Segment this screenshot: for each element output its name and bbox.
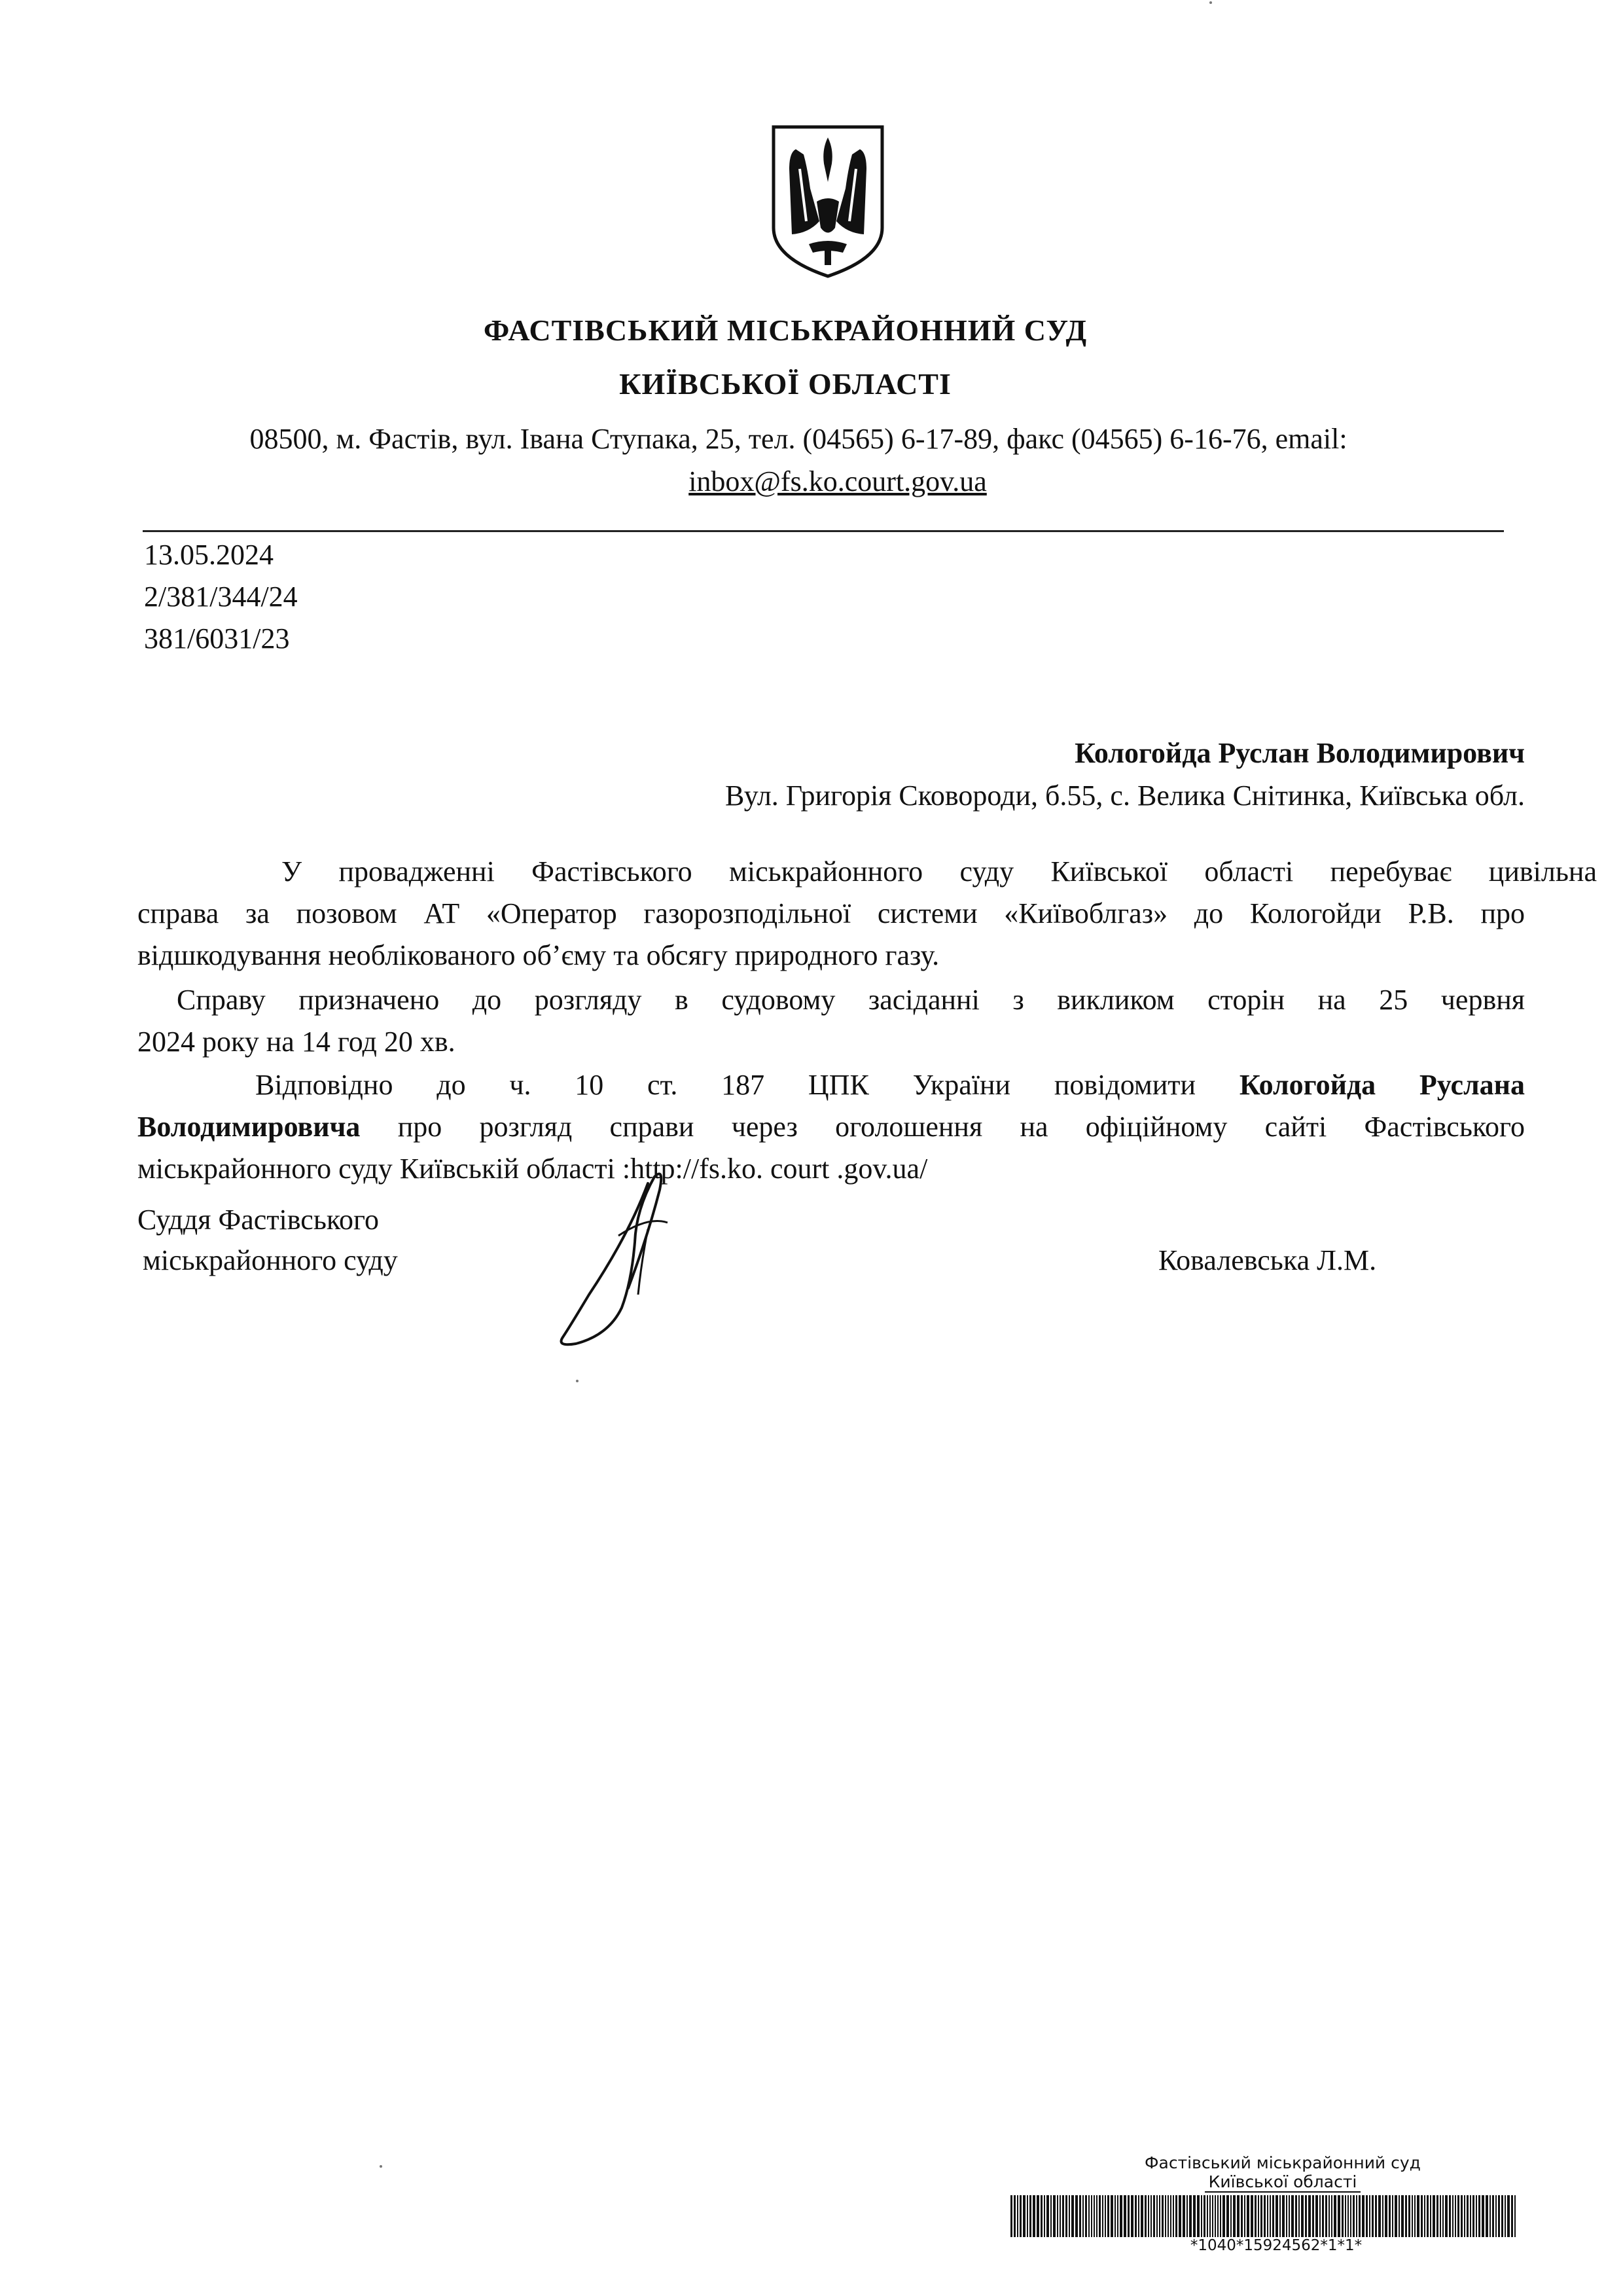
barcode-bar <box>1452 2195 1454 2237</box>
judge-position-line1: Суддя Фастівського <box>137 1204 379 1236</box>
barcode-bar <box>1399 2195 1400 2237</box>
barcode-bar <box>1325 2195 1327 2237</box>
barcode-bar <box>1069 2195 1070 2237</box>
barcode-bar <box>1135 2195 1137 2237</box>
addressee-name-bold: Кологойда Руслана <box>1239 1069 1525 1101</box>
court-region: КИЇВСЬКОЇ ОБЛАСТІ <box>619 367 952 401</box>
barcode-bar <box>1023 2195 1026 2237</box>
barcode-bar <box>1362 2195 1364 2237</box>
paragraph-line-text: У провадженні Фастівського міськрайонного суду Київської області перебуває цивільна <box>281 855 1597 888</box>
barcode-bar <box>1165 2195 1166 2237</box>
barcode-bar <box>1482 2195 1484 2237</box>
barcode-bar <box>1244 2195 1245 2237</box>
barcode-bar <box>1338 2195 1340 2237</box>
barcode-bar <box>1085 2195 1087 2237</box>
addressee-name-bold: Володимировича <box>137 1111 361 1143</box>
barcode-bar <box>1356 2195 1357 2237</box>
barcode-bar <box>1275 2195 1278 2237</box>
barcode-bar <box>1440 2195 1441 2237</box>
barcode-bar <box>1442 2195 1444 2237</box>
barcode-bar <box>1424 2195 1425 2237</box>
barcode-bar <box>1417 2195 1419 2237</box>
barcode-bar <box>1215 2195 1216 2237</box>
barcode-bar <box>1212 2195 1213 2237</box>
paragraph-line <box>137 1106 1525 1148</box>
barcode-bar <box>1050 2195 1052 2237</box>
barcode-bar <box>1071 2195 1074 2237</box>
barcode-bar <box>1498 2195 1500 2237</box>
barcode-bar <box>1347 2195 1349 2237</box>
barcode-bar <box>1308 2195 1311 2237</box>
barcode-number: *1040*15924562*1*1* <box>1190 2237 1363 2254</box>
barcode-bar <box>1401 2195 1404 2237</box>
barcode-bar <box>1334 2195 1336 2237</box>
barcode-bar <box>1193 2195 1196 2237</box>
barcode-bar <box>1430 2195 1431 2237</box>
barcode-bar <box>1153 2195 1155 2237</box>
judge-position-line2: міськрайонного суду <box>143 1244 398 1276</box>
barcode-bar <box>1010 2195 1012 2237</box>
barcode-bar <box>1329 2195 1330 2237</box>
barcode-bar <box>1091 2195 1092 2237</box>
paragraph-line-text: Справу призначено до розгляду в судовому засіданні з викликом сторін на 25 червня <box>177 984 1525 1016</box>
addressee-name: Кологойда Руслан Володимирович <box>1075 737 1525 769</box>
paragraph-line: 2024 року на 14 год 20 хв. <box>137 1026 455 1058</box>
barcode-bar <box>1027 2195 1028 2237</box>
barcode-bar <box>1385 2195 1387 2237</box>
barcode-bar <box>1220 2195 1221 2237</box>
barcode-bar <box>1505 2195 1506 2237</box>
barcode-bar <box>1298 2195 1300 2237</box>
barcode-bar <box>1096 2195 1097 2237</box>
barcode-bar <box>1102 2195 1103 2237</box>
barcode-bar <box>1486 2195 1488 2237</box>
barcode-bar <box>1107 2195 1109 2237</box>
barcode-bar <box>1353 2195 1355 2237</box>
barcode-bar <box>1408 2195 1410 2237</box>
barcode-bar <box>1115 2195 1116 2237</box>
barcode-bar <box>1175 2195 1177 2237</box>
barcode-bar <box>1207 2195 1208 2237</box>
barcode-bar <box>1241 2195 1243 2237</box>
barcode-bar <box>1065 2195 1067 2237</box>
barcode-bar <box>1075 2195 1078 2237</box>
barcode-bar <box>1230 2195 1232 2237</box>
barcode-bar <box>1378 2195 1381 2237</box>
paragraph-line-text: про розгляд справи через оголошення на офіційному сайті Фастівського <box>360 1111 1525 1143</box>
barcode-bar <box>1170 2195 1171 2237</box>
barcode-bar <box>1082 2195 1084 2237</box>
addressee-address: Вул. Григорія Сковороди, б.55, с. Велика Снітинка, Київська обл. <box>725 780 1525 812</box>
barcode <box>1008 2195 1518 2237</box>
court-address: 08500, м. Фастів, вул. Івана Ступака, 25, тел. (04565) 6-17-89, факс (04565) 6-16-76, email: <box>249 423 1347 455</box>
paragraph-line: міськрайонного суду Київській області :http://fs.ko. court .gov.ua/ <box>137 1153 928 1185</box>
barcode-bar <box>1020 2195 1022 2237</box>
barcode-bar <box>1222 2195 1225 2237</box>
barcode-bar <box>1251 2195 1253 2237</box>
barcode-bar <box>1033 2195 1035 2237</box>
registry-stamp <box>1008 2153 1518 2254</box>
paragraph-line <box>137 1064 1525 1106</box>
barcode-bar <box>1060 2195 1061 2237</box>
barcode-bar <box>1279 2195 1281 2237</box>
barcode-bar <box>1168 2195 1169 2237</box>
barcode-bar <box>1044 2195 1045 2237</box>
barcode-bar <box>1189 2195 1192 2237</box>
scan-speck <box>1209 1 1212 4</box>
barcode-bar <box>1366 2195 1368 2237</box>
barcode-bar <box>1233 2195 1236 2237</box>
stamp-line2-wrap <box>1008 2172 1518 2193</box>
barcode-bar <box>1037 2195 1039 2237</box>
barcode-bar <box>1258 2195 1259 2237</box>
barcode-bar <box>1345 2195 1346 2237</box>
barcode-bar <box>1264 2195 1266 2237</box>
barcode-bar <box>1124 2195 1126 2237</box>
barcode-bar <box>1053 2195 1056 2237</box>
barcode-bar <box>1289 2195 1290 2237</box>
barcode-bar <box>1514 2195 1516 2237</box>
barcode-bar <box>1507 2195 1510 2237</box>
barcode-bar <box>1141 2195 1143 2237</box>
barcode-bar <box>1467 2195 1469 2237</box>
barcode-bar <box>1247 2195 1249 2237</box>
barcode-bar <box>1476 2195 1477 2237</box>
barcode-bar <box>1405 2195 1407 2237</box>
barcode-bar <box>1162 2195 1164 2237</box>
barcode-bar <box>1079 2195 1081 2237</box>
barcode-bar <box>1350 2195 1351 2237</box>
paragraph-line <box>137 979 1525 1021</box>
barcode-bar <box>1128 2195 1130 2237</box>
paragraph-line <box>137 851 1597 893</box>
court-name: ФАСТІВСЬКИЙ МІСЬКРАЙОННИЙ СУД <box>483 314 1088 347</box>
court-email-link[interactable]: inbox@fs.ko.court.gov.ua <box>688 465 987 497</box>
paragraph-line: справа за позовом АТ «Оператор газорозподільної системи «Київоблгаз» до Кологойди Р.В. про <box>137 897 1525 929</box>
barcode-bar <box>1088 2195 1090 2237</box>
barcode-bar <box>1389 2195 1391 2237</box>
barcode-bar <box>1392 2195 1393 2237</box>
barcode-bar <box>1455 2195 1456 2237</box>
barcode-bar <box>1041 2195 1043 2237</box>
barcode-bar <box>1111 2195 1113 2237</box>
barcode-bar <box>1014 2195 1016 2237</box>
barcode-bar <box>1255 2195 1257 2237</box>
barcode-bar <box>1094 2195 1095 2237</box>
outgoing-number: 2/381/344/24 <box>144 581 298 613</box>
barcode-bar <box>1150 2195 1152 2237</box>
barcode-bar <box>1260 2195 1262 2237</box>
barcode-bar <box>1156 2195 1158 2237</box>
barcode-bar <box>1312 2195 1314 2237</box>
barcode-bar <box>1099 2195 1101 2237</box>
barcode-bar <box>1464 2195 1465 2237</box>
coat-of-arms-icon <box>770 123 886 280</box>
barcode-bar <box>1120 2195 1122 2237</box>
barcode-bar <box>1511 2195 1513 2237</box>
barcode-bar <box>1183 2195 1185 2237</box>
barcode-bar <box>1427 2195 1429 2237</box>
barcode-bar <box>1433 2195 1435 2237</box>
barcode-bar <box>1372 2195 1374 2237</box>
barcode-bar <box>1046 2195 1049 2237</box>
barcode-bar <box>1282 2195 1285 2237</box>
barcode-bar <box>1186 2195 1188 2237</box>
barcode-bar <box>1201 2195 1202 2237</box>
paragraph-hearing <box>0 979 1525 1063</box>
barcode-bar <box>1414 2195 1416 2237</box>
barcode-bar <box>1117 2195 1118 2237</box>
barcode-bar <box>1209 2195 1211 2237</box>
barcode-bar <box>1382 2195 1383 2237</box>
barcode-bar <box>1501 2195 1503 2237</box>
barcode-bar <box>1017 2195 1018 2237</box>
scan-speck <box>576 1380 579 1382</box>
barcode-bar <box>1457 2195 1459 2237</box>
barcode-bar <box>1395 2195 1397 2237</box>
header-divider <box>143 530 1504 532</box>
barcode-bar <box>1173 2195 1174 2237</box>
barcode-bar <box>1272 2195 1274 2237</box>
barcode-bar <box>1057 2195 1058 2237</box>
barcode-bar <box>1226 2195 1229 2237</box>
barcode-bar <box>1145 2195 1147 2237</box>
barcode-bar <box>1478 2195 1480 2237</box>
barcode-bar <box>1197 2195 1200 2237</box>
barcode-bar <box>1322 2195 1324 2237</box>
barcode-bar <box>1421 2195 1423 2237</box>
barcode-bar <box>1436 2195 1438 2237</box>
barcode-bar <box>1445 2195 1448 2237</box>
barcode-bar <box>1291 2195 1294 2237</box>
scan-speck <box>380 2165 382 2168</box>
barcode-bar <box>1179 2195 1181 2237</box>
stamp-region: Київської області <box>1205 2172 1361 2193</box>
barcode-bar <box>1375 2195 1377 2237</box>
barcode-bar <box>1342 2195 1344 2237</box>
barcode-bar <box>1359 2195 1361 2237</box>
barcode-bar <box>1237 2195 1240 2237</box>
barcode-bar <box>1472 2195 1474 2237</box>
barcode-bar <box>1369 2195 1370 2237</box>
barcode-bar <box>1470 2195 1471 2237</box>
barcode-bar <box>1412 2195 1413 2237</box>
barcode-bar <box>1062 2195 1064 2237</box>
paragraph-proceedings <box>0 851 1597 977</box>
barcode-bar <box>1449 2195 1451 2237</box>
barcode-bar <box>1492 2195 1494 2237</box>
stamp-court-name: Фастівський міськрайонний суд <box>1145 2153 1421 2172</box>
barcode-bar <box>1267 2195 1268 2237</box>
judge-name: Ковалевська Л.М. <box>1158 1244 1377 1276</box>
case-number: 381/6031/23 <box>144 622 290 655</box>
barcode-bar <box>1305 2195 1307 2237</box>
barcode-bar <box>1204 2195 1205 2237</box>
handwritten-signature <box>550 1164 700 1354</box>
barcode-bar <box>1295 2195 1297 2237</box>
barcode-bar <box>1131 2195 1133 2237</box>
barcode-bar <box>1105 2195 1106 2237</box>
barcode-bar <box>1331 2195 1332 2237</box>
barcode-bar <box>1315 2195 1318 2237</box>
paragraph-line-text: Відповідно до ч. 10 ст. 187 ЦПК України повідомити <box>255 1069 1196 1101</box>
barcode-bar <box>1217 2195 1219 2237</box>
barcode-bar <box>1159 2195 1160 2237</box>
document-date: 13.05.2024 <box>144 539 274 571</box>
barcode-bar <box>1270 2195 1271 2237</box>
barcode-bar <box>1138 2195 1139 2237</box>
barcode-bar <box>1286 2195 1287 2237</box>
barcode-bar <box>1301 2195 1304 2237</box>
paragraph-line: відшкодування необлікованого об’єму та обсягу природного газу. <box>137 939 940 971</box>
barcode-bar <box>1319 2195 1321 2237</box>
barcode-bar <box>1461 2195 1463 2237</box>
barcode-bar <box>1148 2195 1149 2237</box>
barcode-bar <box>1029 2195 1031 2237</box>
barcode-bar <box>1495 2195 1497 2237</box>
barcode-bar <box>1489 2195 1491 2237</box>
